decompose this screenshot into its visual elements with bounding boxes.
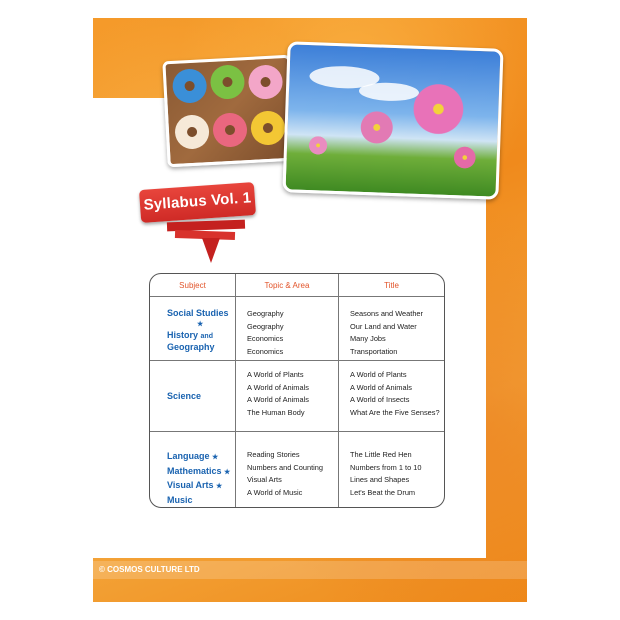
topic-cell: [236, 360, 339, 431]
table-row: [150, 360, 444, 432]
donut-yellow: [250, 110, 286, 146]
topic-cell: [236, 431, 339, 508]
title-item: A World of Animals: [350, 382, 412, 392]
donut-pink: [248, 64, 284, 100]
column-header: Topic & Area: [236, 274, 339, 296]
topic-item: Reading Stories: [247, 450, 300, 459]
title-item: Many Jobs: [350, 334, 386, 343]
topic-cell: [236, 296, 339, 360]
donuts-photo: [162, 55, 295, 168]
donut-white: [174, 114, 210, 150]
title-cell: [339, 360, 444, 431]
subject-name: Social Studies: [167, 308, 229, 318]
topic-item: The Human Body: [247, 407, 305, 417]
title-item: Numbers from 1 to 10: [350, 462, 422, 472]
title-item: Our Land and Water: [350, 321, 417, 331]
title-cell: [339, 431, 444, 508]
title-item: What Are the Five Senses?: [350, 407, 440, 417]
copyright-text: © COSMOS CULTURE LTD: [99, 565, 200, 574]
subject-name: Visual Arts ★: [167, 480, 223, 490]
topic-item: A World of Plants: [247, 370, 304, 379]
title-item: The Little Red Hen: [350, 450, 412, 459]
pink-flower: [307, 135, 330, 156]
topic-item: A World of Animals: [247, 382, 309, 392]
title-item: Let's Beat the Drum: [350, 487, 416, 497]
column-header: Title: [384, 281, 399, 290]
table-row: [150, 296, 444, 361]
donut-blue: [172, 68, 208, 104]
banner-pointer: [202, 238, 220, 263]
title-item: A World of Insects: [350, 395, 410, 404]
donut-green: [210, 64, 246, 100]
subject-cell: [150, 296, 236, 360]
banner-title: Syllabus Vol. 1: [143, 189, 252, 214]
book-page: [93, 18, 527, 602]
title-item: Transportation: [350, 346, 398, 356]
topic-item: Economics: [247, 334, 284, 343]
topic-item: Economics: [247, 346, 284, 356]
topic-item: Geography: [247, 309, 284, 318]
syllabus-table: [149, 273, 445, 508]
table-header-row: [150, 274, 444, 297]
title-item: Seasons and Weather: [350, 309, 423, 318]
topic-item: A World of Animals: [247, 395, 309, 404]
star-icon: ★: [197, 321, 204, 328]
subject-name: Music: [167, 494, 193, 505]
subject-name: History and: [167, 330, 213, 340]
topic-item: A World of Music: [247, 487, 303, 497]
flowers-photo: [282, 41, 503, 199]
pink-flower: [357, 109, 396, 146]
subject-cell: [150, 360, 236, 431]
subject-name: Geography: [167, 342, 215, 352]
pink-flower: [407, 81, 469, 138]
title-item: A World of Plants: [350, 370, 407, 379]
topic-item: Visual Arts: [247, 475, 282, 484]
title-item: Lines and Shapes: [350, 475, 410, 484]
topic-item: Numbers and Counting: [247, 462, 324, 472]
topic-item: Geography: [247, 321, 284, 331]
table-row: [150, 431, 444, 508]
subject-name: Science: [167, 391, 202, 401]
column-header: Subject: [150, 274, 236, 296]
subject-cell: [150, 431, 236, 508]
pink-flower: [451, 145, 478, 170]
title-cell: [339, 296, 444, 360]
subject-name: Language ★: [167, 451, 219, 461]
donut-red: [212, 112, 248, 148]
subject-name: Mathematics ★: [167, 465, 231, 476]
